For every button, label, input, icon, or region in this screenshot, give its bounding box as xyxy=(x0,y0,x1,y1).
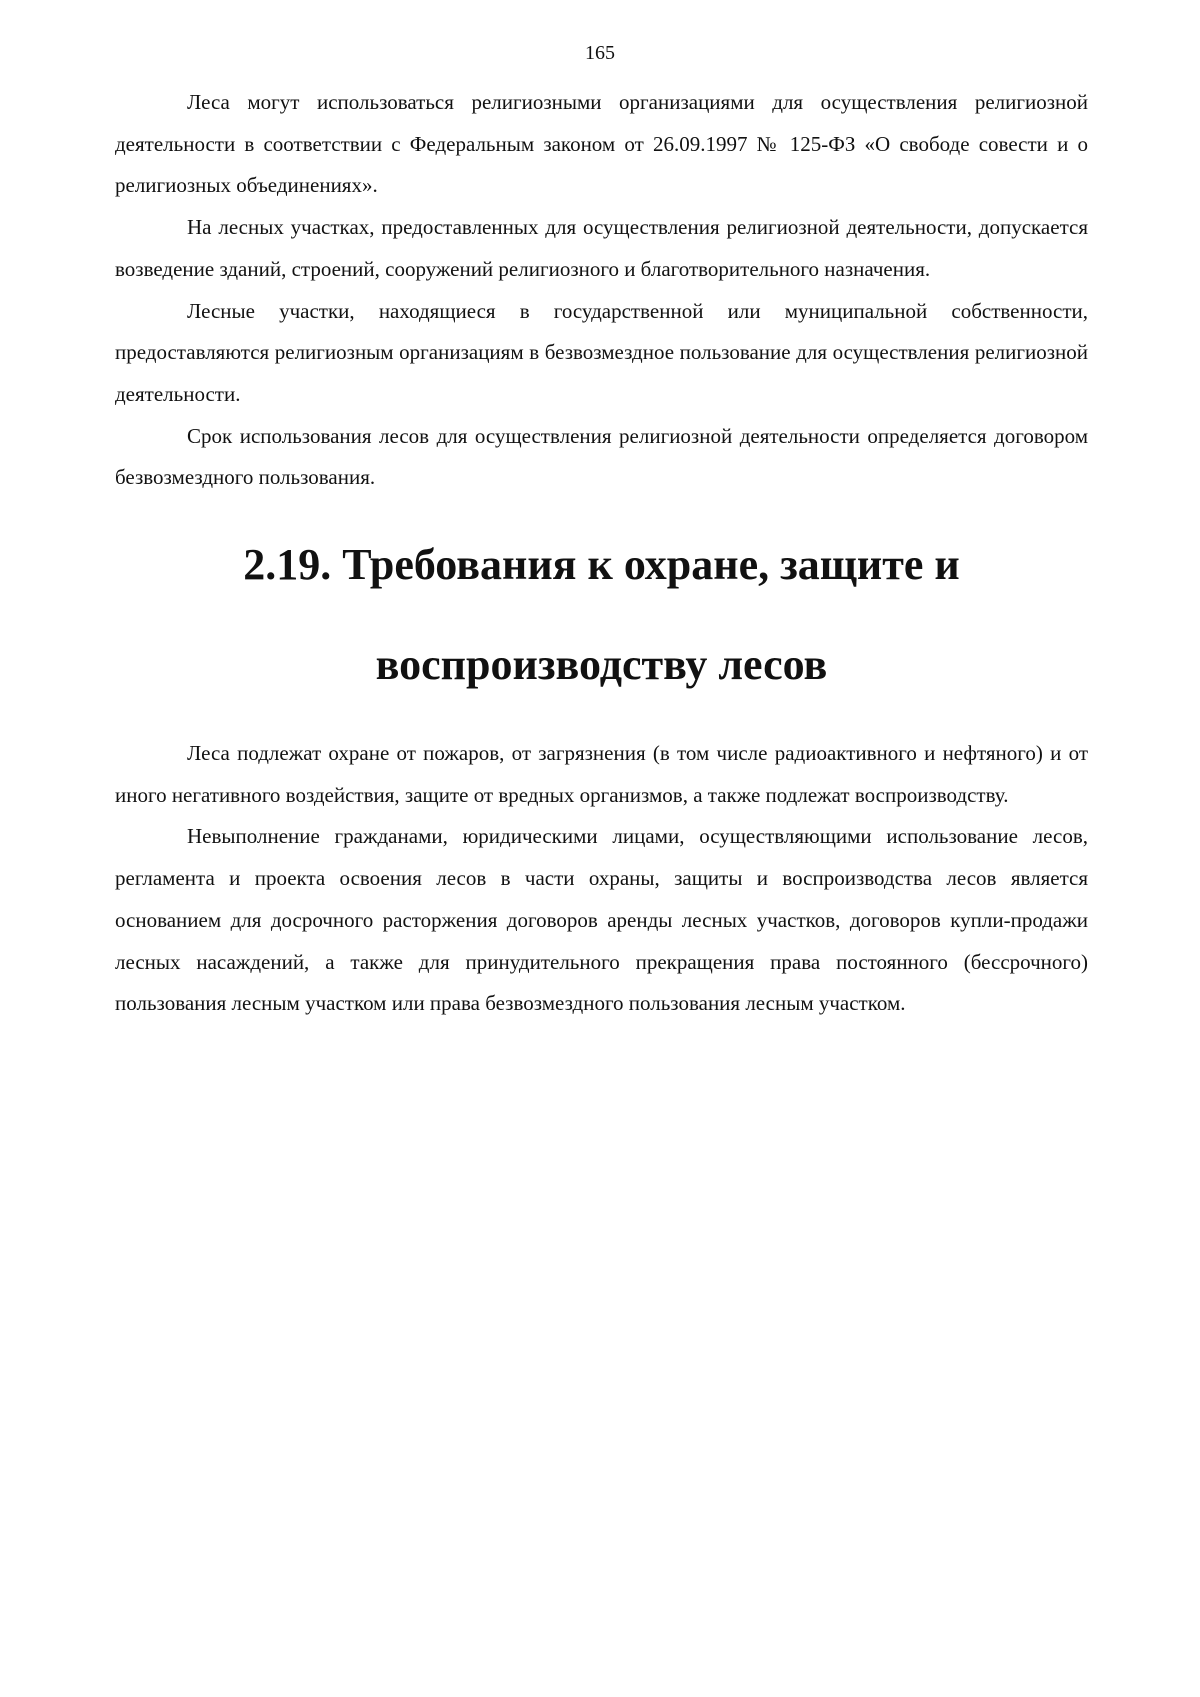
paragraph-non-compliance: Невыполнение гражданами, юридическими лицами, осуществляющими использование лесов, регламента и проекта освоения лесов в части охраны, защиты и воспроизводства лесов является основанием для досрочного расторжения договоров аренды лесных участков, договоров купли-продажи лесных насаждений, а также для принудительного прекращения права постоянного (бессрочного) пользования лесным участком или права безвозмездного пользования лесным участком. xyxy=(115,824,1088,1016)
section-heading-line-2: воспроизводству лесов xyxy=(375,640,828,690)
paragraph-use-term: Срок использования лесов для осуществления религиозной деятельности определяется договором безвозмездного пользования. xyxy=(115,423,1088,490)
section-heading xyxy=(115,515,1088,715)
page-number: 165 xyxy=(585,42,615,64)
paragraph-religious-buildings: На лесных участках, предоставленных для осуществления религиозной деятельности, допускается возведение зданий, строений, сооружений религиозного и благотворительного назначения. xyxy=(115,215,1088,281)
paragraph-free-use-provision: Лесные участки, находящиеся в государственной или муниципальной собственности, предоставляются религиозным организациям в безвозмездное пользование для осуществления религиозной деятельности. xyxy=(115,298,1088,406)
paragraph-forest-protection: Леса подлежат охране от пожаров, от загрязнения (в том числе радиоактивного и нефтяного) и от иного негативного воздействия, защите от вредных организмов, а также подлежат воспроизводству. xyxy=(115,741,1088,807)
section-heading-line-1: 2.19. Требования к охране, защите и xyxy=(243,540,960,590)
page-content xyxy=(115,82,1088,1025)
paragraph-religious-use: Леса могут использоваться религиозными организациями для осуществления религиозной деятельности в соответствии с Федеральным законом от 26.09.1997 № 125-ФЗ «О свободе совести и о религиозных объединениях». xyxy=(115,90,1088,198)
